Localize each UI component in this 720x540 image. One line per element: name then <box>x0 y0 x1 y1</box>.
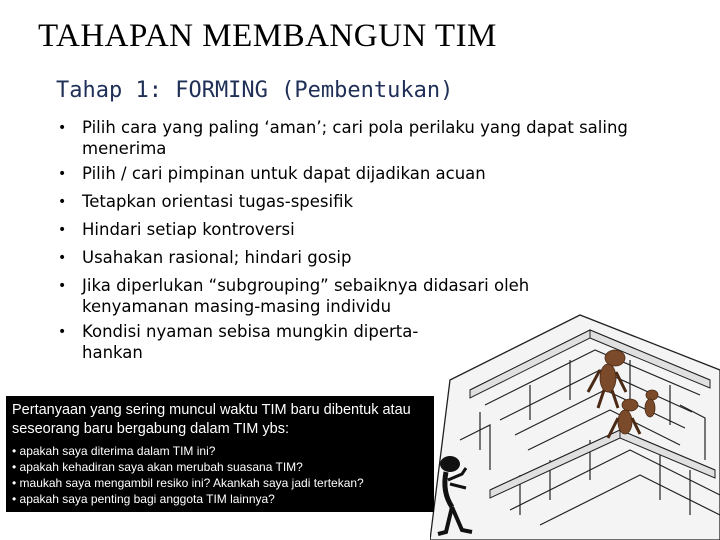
bullet-dot: • <box>58 222 67 238</box>
bullet-item: • Jika diperlukan “subgrouping” sebaiknya didasari oleh kenyamanan masing-masing individu <box>56 272 696 318</box>
question-item: • apakah kehadiran saya akan merubah suasana TIM? <box>12 460 303 474</box>
bullet-list <box>56 114 696 364</box>
bullet-item: • Usahakan rasional; hindari gosip <box>56 244 696 272</box>
slide-title: TAHAPAN MEMBANGUN TIM <box>38 18 497 54</box>
bullet-dot: • <box>58 194 67 210</box>
bullet-item: • Pilih cara yang paling ‘aman’; cari pola perilaku yang dapat saling menerima <box>56 114 696 160</box>
question-item: • maukah saya mengambil resiko ini? Akankah saya jadi tertekan? <box>12 476 364 490</box>
bullet-dot: • <box>58 166 67 182</box>
slide-subtitle: Tahap 1: FORMING (Pembentukan) <box>56 78 454 103</box>
bullet-item: • Kondisi nyaman sebisa mungkin diperta- hankan <box>56 318 696 364</box>
bullet-dot: • <box>58 324 67 340</box>
bullet-dot: • <box>58 278 67 294</box>
bullet-item: • Hindari setiap kontroversi <box>56 216 696 244</box>
bullet-dot: • <box>58 120 67 136</box>
bullet-item: • Pilih / cari pimpinan untuk dapat dijadikan acuan <box>56 160 696 188</box>
questions-heading: Pertanyaan yang sering muncul waktu TIM baru dibentuk atau seseorang baru bergabung dalam TIM ybs: <box>12 402 411 437</box>
questions-box <box>6 396 434 512</box>
questions-list <box>12 443 428 507</box>
thinking-person-icon <box>432 452 492 537</box>
bullet-item: • Tetapkan orientasi tugas-spesifik <box>56 188 696 216</box>
question-item: • apakah saya diterima dalam TIM ini? <box>12 444 216 458</box>
bullet-dot: • <box>58 250 67 266</box>
question-item: • apakah saya penting bagi anggota TIM lainnya? <box>12 492 275 506</box>
